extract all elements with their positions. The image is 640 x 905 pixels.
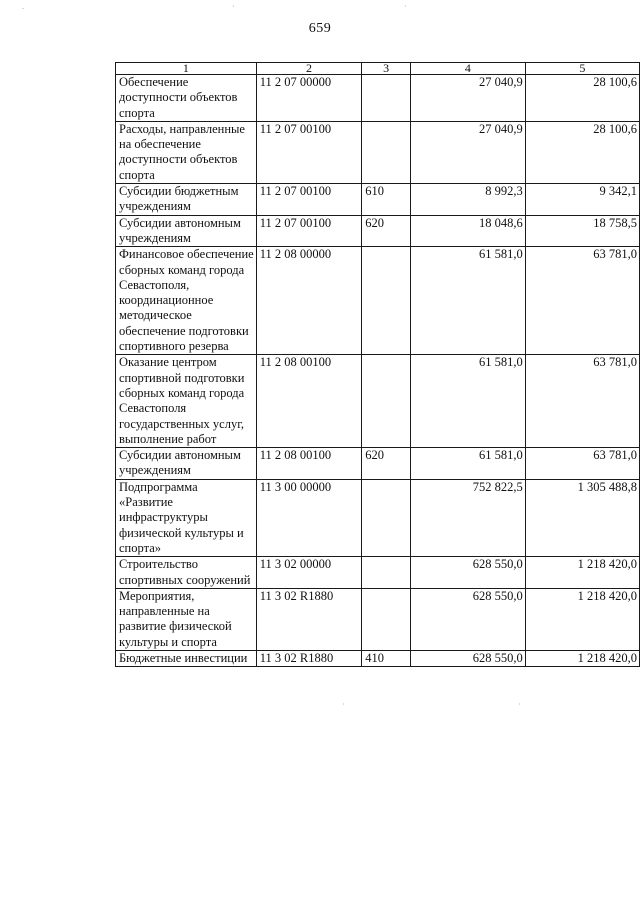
row-amount-1: 18 048,6 bbox=[410, 215, 525, 247]
scan-speck: · bbox=[232, 2, 235, 11]
scan-speck: · bbox=[342, 700, 345, 709]
header-row bbox=[116, 63, 640, 75]
row-name: Расходы, направленные на обеспечение доступности объектов спорта bbox=[116, 121, 257, 183]
row-expense-type bbox=[362, 557, 411, 589]
row-amount-1: 628 550,0 bbox=[410, 557, 525, 589]
row-expense-type bbox=[362, 479, 411, 556]
row-target-code: 11 3 02 R1880 bbox=[256, 650, 362, 666]
row-target-code: 11 2 07 00100 bbox=[256, 215, 362, 247]
row-amount-2: 28 100,6 bbox=[525, 121, 639, 183]
row-amount-2: 63 781,0 bbox=[525, 355, 639, 448]
row-target-code: 11 2 08 00100 bbox=[256, 355, 362, 448]
table-row bbox=[116, 75, 640, 122]
scan-speck: . bbox=[22, 2, 24, 11]
row-name: Субсидии автономным учреждениям bbox=[116, 215, 257, 247]
scan-speck: · bbox=[404, 2, 407, 11]
table-row bbox=[116, 215, 640, 247]
table-row bbox=[116, 247, 640, 355]
row-amount-2: 18 758,5 bbox=[525, 215, 639, 247]
row-amount-2: 1 218 420,0 bbox=[525, 557, 639, 589]
row-expense-type bbox=[362, 588, 411, 650]
row-amount-2: 63 781,0 bbox=[525, 448, 639, 480]
column-header-3: 3 bbox=[362, 63, 411, 75]
row-amount-2: 1 218 420,0 bbox=[525, 650, 639, 666]
column-header-2: 2 bbox=[256, 63, 362, 75]
row-target-code: 11 3 02 R1880 bbox=[256, 588, 362, 650]
row-target-code: 11 2 08 00100 bbox=[256, 448, 362, 480]
row-name: Бюджетные инвестиции bbox=[116, 650, 257, 666]
row-target-code: 11 2 07 00100 bbox=[256, 121, 362, 183]
table-row bbox=[116, 588, 640, 650]
row-amount-2: 1 218 420,0 bbox=[525, 588, 639, 650]
row-name: Подпрограмма «Развитие инфраструктуры физической культуры и спорта» bbox=[116, 479, 257, 556]
row-target-code: 11 2 07 00100 bbox=[256, 184, 362, 216]
row-amount-1: 61 581,0 bbox=[410, 247, 525, 355]
table-row bbox=[116, 355, 640, 448]
column-header-1: 1 bbox=[116, 63, 257, 75]
row-expense-type bbox=[362, 121, 411, 183]
row-name: Обеспечение доступности объектов спорта bbox=[116, 75, 257, 122]
column-header-4: 4 bbox=[410, 63, 525, 75]
budget-table bbox=[115, 62, 640, 667]
page-number: 659 bbox=[308, 21, 332, 36]
row-amount-1: 27 040,9 bbox=[410, 75, 525, 122]
row-target-code: 11 3 02 00000 bbox=[256, 557, 362, 589]
row-amount-2: 28 100,6 bbox=[525, 75, 639, 122]
row-amount-1: 628 550,0 bbox=[410, 650, 525, 666]
row-name: Субсидии автономным учреждениям bbox=[116, 448, 257, 480]
row-amount-1: 61 581,0 bbox=[410, 355, 525, 448]
row-target-code: 11 2 07 00000 bbox=[256, 75, 362, 122]
table-row bbox=[116, 650, 640, 666]
row-name: Строительство спортивных сооружений bbox=[116, 557, 257, 589]
row-expense-type: 610 bbox=[362, 184, 411, 216]
row-target-code: 11 3 00 00000 bbox=[256, 479, 362, 556]
row-amount-2: 9 342,1 bbox=[525, 184, 639, 216]
row-target-code: 11 2 08 00000 bbox=[256, 247, 362, 355]
table-row bbox=[116, 121, 640, 183]
row-name: Оказание центром спортивной подготовки сборных команд города Севастополя государственных услуг, выполнение работ bbox=[116, 355, 257, 448]
row-name: Субсидии бюджетным учреждениям bbox=[116, 184, 257, 216]
table-row bbox=[116, 557, 640, 589]
column-header-5: 5 bbox=[525, 63, 639, 75]
row-expense-type: 410 bbox=[362, 650, 411, 666]
row-expense-type: 620 bbox=[362, 215, 411, 247]
row-amount-1: 628 550,0 bbox=[410, 588, 525, 650]
row-amount-2: 1 305 488,8 bbox=[525, 479, 639, 556]
table-row bbox=[116, 448, 640, 480]
row-expense-type bbox=[362, 75, 411, 122]
table-row bbox=[116, 184, 640, 216]
row-name: Мероприятия, направленные на развитие физической культуры и спорта bbox=[116, 588, 257, 650]
row-amount-1: 27 040,9 bbox=[410, 121, 525, 183]
row-amount-1: 8 992,3 bbox=[410, 184, 525, 216]
row-amount-2: 63 781,0 bbox=[525, 247, 639, 355]
table-row bbox=[116, 479, 640, 556]
row-expense-type bbox=[362, 247, 411, 355]
row-name: Финансовое обеспечение сборных команд города Севастополя, координационное методическое обеспечение подготовки спортивного резерва bbox=[116, 247, 257, 355]
row-amount-1: 61 581,0 bbox=[410, 448, 525, 480]
row-expense-type: 620 bbox=[362, 448, 411, 480]
scan-speck: · bbox=[518, 700, 521, 709]
row-expense-type bbox=[362, 355, 411, 448]
row-amount-1: 752 822,5 bbox=[410, 479, 525, 556]
